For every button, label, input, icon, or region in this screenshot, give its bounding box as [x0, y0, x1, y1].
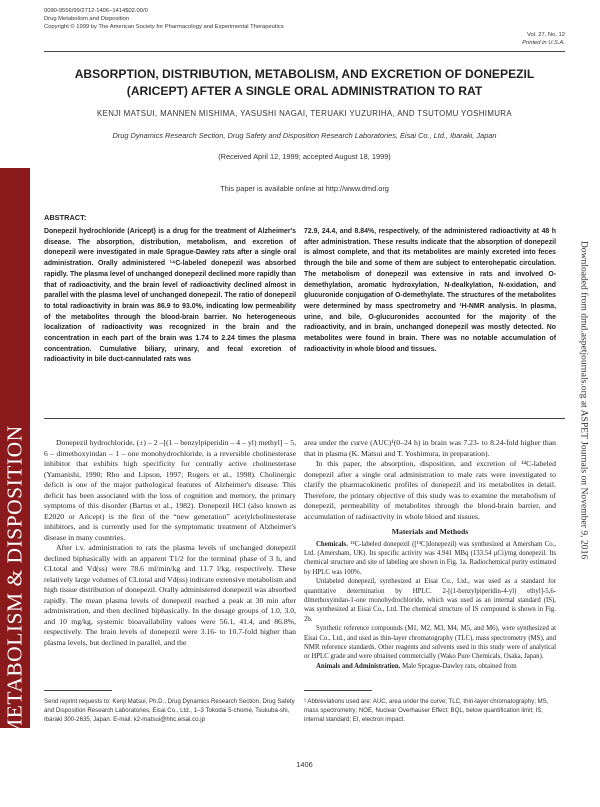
abstract-rule	[44, 418, 565, 419]
chemicals-run-head: Chemicals.	[316, 540, 348, 548]
journal-name: Drug Metabolism and Disposition	[44, 16, 130, 22]
body-left-column	[44, 438, 296, 648]
running-header-left	[44, 7, 284, 31]
journal-sidebar-title: DRUG METABOLISM & DISPOSITION	[2, 425, 27, 807]
article-title	[44, 66, 565, 100]
journal-sidebar-band	[0, 168, 30, 807]
body-right-column	[304, 438, 556, 671]
section-heading-methods: Materials and Methods	[391, 527, 469, 536]
correspondence-footnote: Send reprint requests to: Kenji Matsui, Ph.D., Drug Dynamics Research Section, Drug Safety and Disposition Research Laboratories, Eisai Co., Ltd., 1–3 Tokodai 5-chome, Tsukuba-shi, Ibaraki 300-2635, Japan. E-mail: k2-matsui@hhc.eisai.co.jp	[44, 698, 295, 724]
animals-run-head: Animals and Administration.	[316, 662, 401, 670]
copyright-line: Copyright © 1999 by The American Society for Pharmacology and Experimental Therapeutics	[44, 24, 284, 30]
author-list: KENJI MATSUI, MANNEN MISHIMA, YASUSHI NAGAI, TERUAKI YUZURIHA, AND TSUTOMU YOSHIMURA	[97, 109, 512, 118]
chemicals-text: ¹⁴C-labeled donepezil ([¹⁴C]donepezil) was synthesized at Amersham Co., Ltd. (Amersham, UK). Its specific activity was 4.941 MBq (133.54 μCi)/mg donepezil. Its chemical structure and site of labeling are shown in Fig. 1a. Radiochemical purity estimated by HPLC was 100%.	[304, 540, 556, 576]
received-dates: (Received April 12, 1999; accepted August 18, 1999)	[218, 152, 391, 161]
standards-paragraph: Unlabeled donepezil, synthesized at Eisai Co., Ltd., was used as a standard for quantitative determination by HPLC. 2-[(1-benzylpiperidin-4-yl) ethyl]-5,6-dimethoxyindan-1-one monohydrochloride, which was used as an internal standard (IS), was synthesized at Eisai Co., Ltd. The chemical structure of IS compound is shown in Fig. 2b.	[304, 578, 556, 623]
abstract-right-column: 72.9, 24.4, and 8.84%, respectively, of the administered radioactivity at 48 h after administration. These results indicate that the absorption of donepezil is almost complete, and that its metabolites are mainly excreted into feces through the bile and some of them are subject to enterohepatic circulation. The metabolism of donepezil was extensive in rats and involved O-demethylation, aromatic hydroxylation, N-dealkylation, N-oxidation, and glucuronide conjugation of O-demethylate. The structures of the metabolites were determined by mass spectrometry and ¹H-NMR analysis. In plasma, urine, and bile, O-glucuronides accounted for the majority of the radioactivity, and in brain, unchanged donepezil was mostly detected. No metabolites were found in brain. There was no notable accumulation of radioactivity in whole blood and tissues.	[304, 228, 556, 353]
header-rule	[44, 51, 565, 52]
download-watermark: Downloaded from dmd.aspetjournals.org at ASPET Journals on November 9, 2016	[578, 240, 590, 560]
printed-in: Printed in U.S.A.	[522, 40, 565, 46]
intro-paragraph-4: In this paper, the absorption, disposition, and excretion of ¹⁴C-labeled donepezil after a single oral administration to male rats were investigated to clarify the pharmacokinetic profiles of donepezil and its metabolites in detail. Therefore, the primary objective of this study was to examine the metabolism of donepezil, permeability of metabolites through the blood-brain barrier, and accumulation of radioactivity in whole blood and tissues.	[304, 459, 556, 521]
affiliation: Drug Dynamics Research Section, Drug Safety and Disposition Research Laboratories, Eisai Co., Ltd., Ibaraki, Japan	[112, 131, 497, 140]
intro-paragraph-2: After i.v. administration to rats the plasma levels of unchanged donepezil declined biphasically with an apparent T1/2 for the terminal phase of 3 h, and CLtotal and Vd(ss) were 78.6 ml/min/kg and 11.7 l/kg, respectively. These relatively large volumes of CLtotal and Vd(ss) indicate extensive metabolism and high tissue distribution of donepezil. Orally administered donepezil was absorbed rapidly. The mean plasma levels of donepezil reached a peak at 30 min after administration, and then declined biphasically. In the dosage groups of 1.0, 3.0, and 10 mg/kg, systemic bioavailability values were 56.1, 41.4, and 86.8%, respectively. The brain levels of donepezil were 3.16- to 10.7-fold higher than plasma levels, but declined in parallel, and the	[44, 543, 296, 647]
intro-paragraph-1: Donepezil hydrochloride, (±) – 2 –[(1 – benzylpiperidin – 4 – yl) methyl] – 5, 6 – dimethoxyindan – 1 – one monohydrochloride, is a reversible cholinesterase inhibitor that exhibits high specificity for centrally active cholinesterase (Yamanishi, 1990; Rho and Lipson, 1997; Rogers et al., 1998). Cholinergic deficit is one of the major pathological features of Alzheimer's disease. This deficit has been associated with the loss of cognition and memory, the primary symptoms of this disorder (Bartus et al., 1982). Donepezil HCl (also known as E2020 or Aricept) is the first of the “new generation” acetylcholinesterase inhibitors, and is currently used for the symptomatic treatment of Alzheimer's disease in many countries.	[44, 438, 296, 542]
title-line-1: ABSORPTION, DISTRIBUTION, METABOLISM, AND EXCRETION OF DONEPEZIL	[74, 67, 535, 81]
reference-compounds-paragraph: Synthetic reference compounds (M1, M2, M3, M4, M5, and M6), were synthesized at Eisai Co., Ltd., and used as thin-layer chromatography (TLC), mass spectrometry (MS), and NMR reference standards. Other reagents and solvents used in this study were of analytical or HPLC grade and were obtained commercially (Wako Pure Chemicals, Osaka, Japan).	[304, 625, 556, 661]
abbreviations-footnote: ¹ Abbreviations used are: AUC, area under the curve; TLC, thin-layer chromatography; MS, mass spectrometry; NOE, Nuclear Overhauser Effect; BQL, below quantification limit; IS, internal standard; EI, electron impact.	[304, 698, 549, 724]
intro-paragraph-3: area under the curve (AUC)¹(0–24 h) in brain was 7.23- to 8.24-fold higher than that in plasma (K. Matsui and T. Yoshimura, in preparation).	[304, 438, 556, 458]
abstract-left-column: Donepezil hydrochloride (Aricept) is a drug for the treatment of Alzheimer's disease. The absorption, distribution, metabolism, and excretion of donepezil were investigated in male Sprague-Dawley rats after a single oral administration. Orally administered ¹⁴C-labeled donepezil was absorbed rapidly. The plasma level of unchanged donepezil declined more rapidly than that of radioactivity, and the brain level of radioactivity declined almost in parallel with the plasma level of unchanged donepezil. The ratio of donepezil to total radioactivity in brain was 86.9 to 93.0%, indicating low permeability of the metabolites through the blood-brain barrier. No heterogeneous localization of radioactivity was recognized in the brain and the concentration in each part of the brain was 1.74 to 2.24 times the plasma concentration. Cumulative biliary, urinary, and fecal excretion of radioactivity in bile duct-cannulated rats was	[44, 228, 296, 364]
chemicals-paragraph	[304, 540, 556, 578]
page-number: 1406	[296, 760, 313, 769]
animals-paragraph	[304, 662, 556, 671]
doi-line: 0090-9556/99/2712-1406–1414$02.00/0	[44, 8, 148, 14]
footnote-rule-right	[304, 690, 372, 691]
footnote-rule-left	[44, 690, 112, 691]
animals-text: Male Sprague-Dawley rats, obtained from	[402, 662, 517, 670]
online-availability: This paper is available online at http://www.dmd.org	[220, 184, 389, 193]
abstract-label: ABSTRACT:	[44, 213, 87, 222]
running-header-right	[522, 31, 565, 47]
volume-issue: Vol. 27, No. 12	[526, 32, 565, 38]
title-line-2: (ARICEPT) AFTER A SINGLE ORAL ADMINISTRATION TO RAT	[126, 84, 483, 98]
